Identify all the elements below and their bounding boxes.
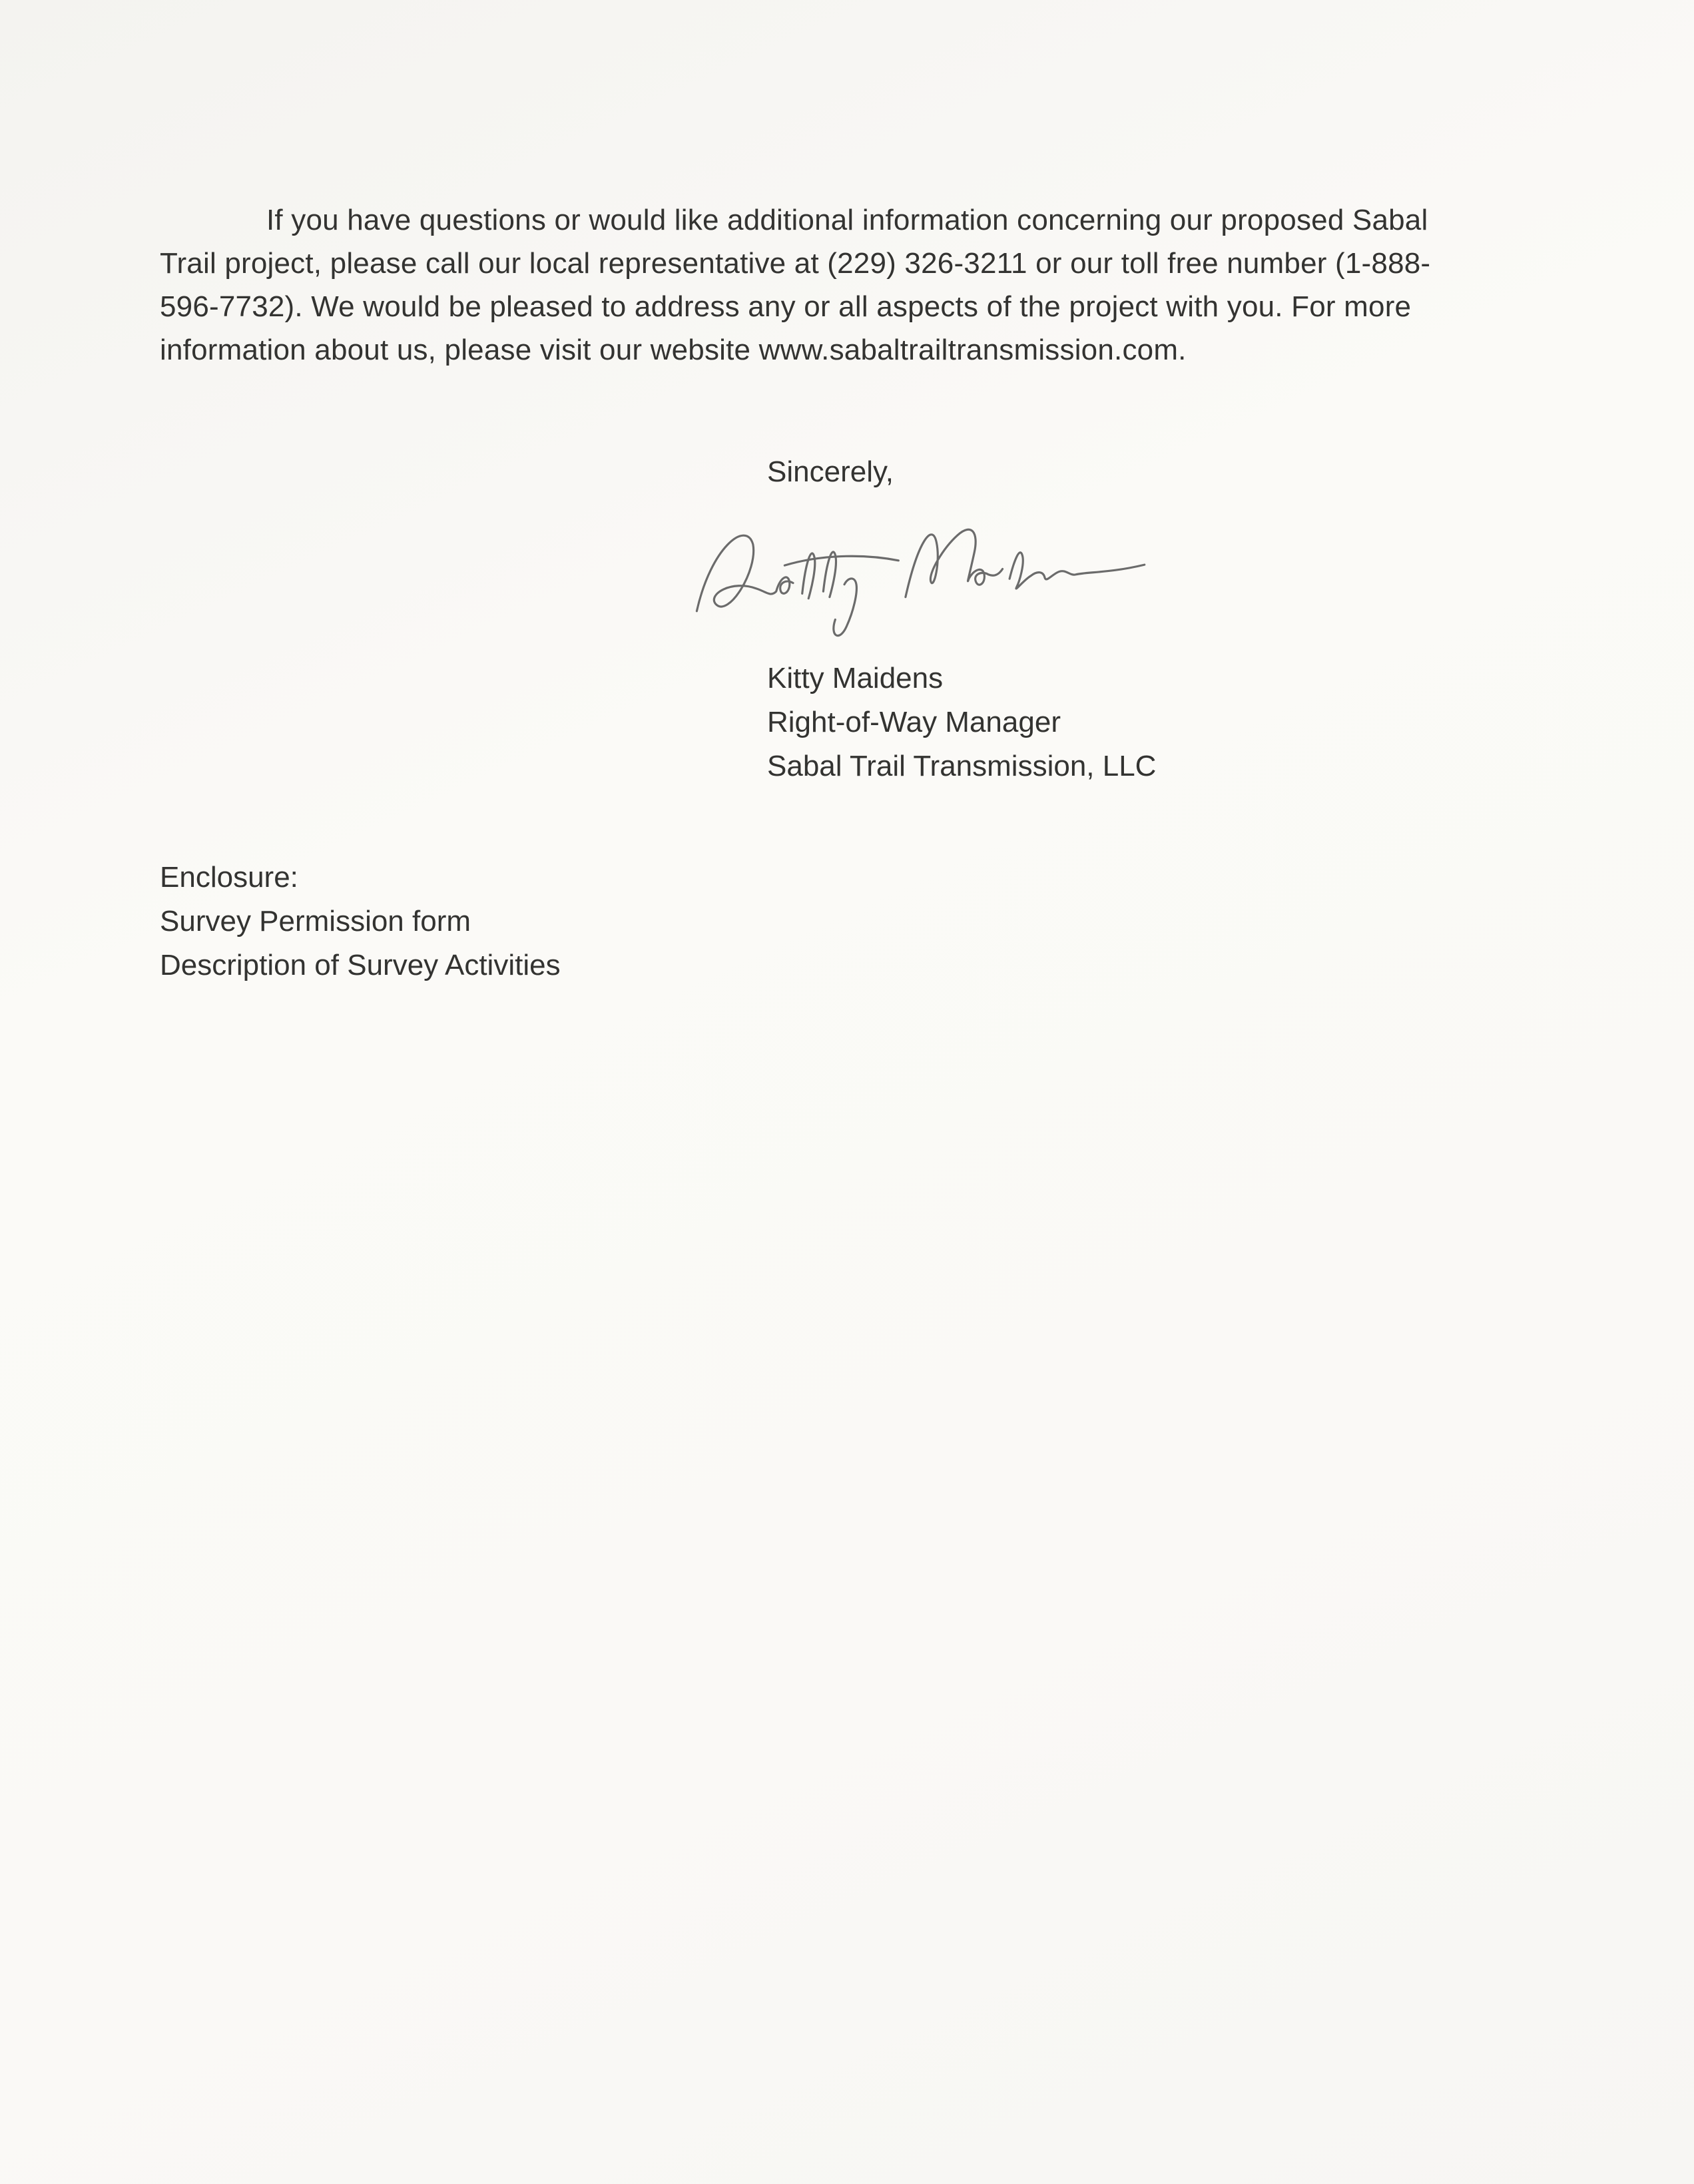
enclosure-item: Survey Permission form: [160, 905, 471, 938]
signer-block: [767, 657, 1156, 788]
enclosure-label: Enclosure:: [160, 861, 298, 894]
letter-body-paragraph: If you have questions or would like additional information concerning our proposed Sabal Trail project, please call our local representative at (229) 326-3211 or our toll free number (1-888-596-7732). We would be pleased to address any or all aspects of the project with you. For more information about us, please visit our website www.sabaltrailtransmission.com.: [160, 204, 1431, 366]
enclosure-block: [160, 856, 561, 987]
signer-title: Right-of-Way Manager: [767, 706, 1061, 738]
signer-company: Sabal Trail Transmission, LLC: [767, 750, 1157, 782]
valediction: Sincerely,: [767, 455, 894, 488]
signer-name: Kitty Maidens: [767, 662, 944, 694]
enclosure-item: Description of Survey Activities: [160, 949, 561, 981]
signature-icon: [679, 503, 1185, 649]
signature-handwritten: [679, 503, 1185, 649]
